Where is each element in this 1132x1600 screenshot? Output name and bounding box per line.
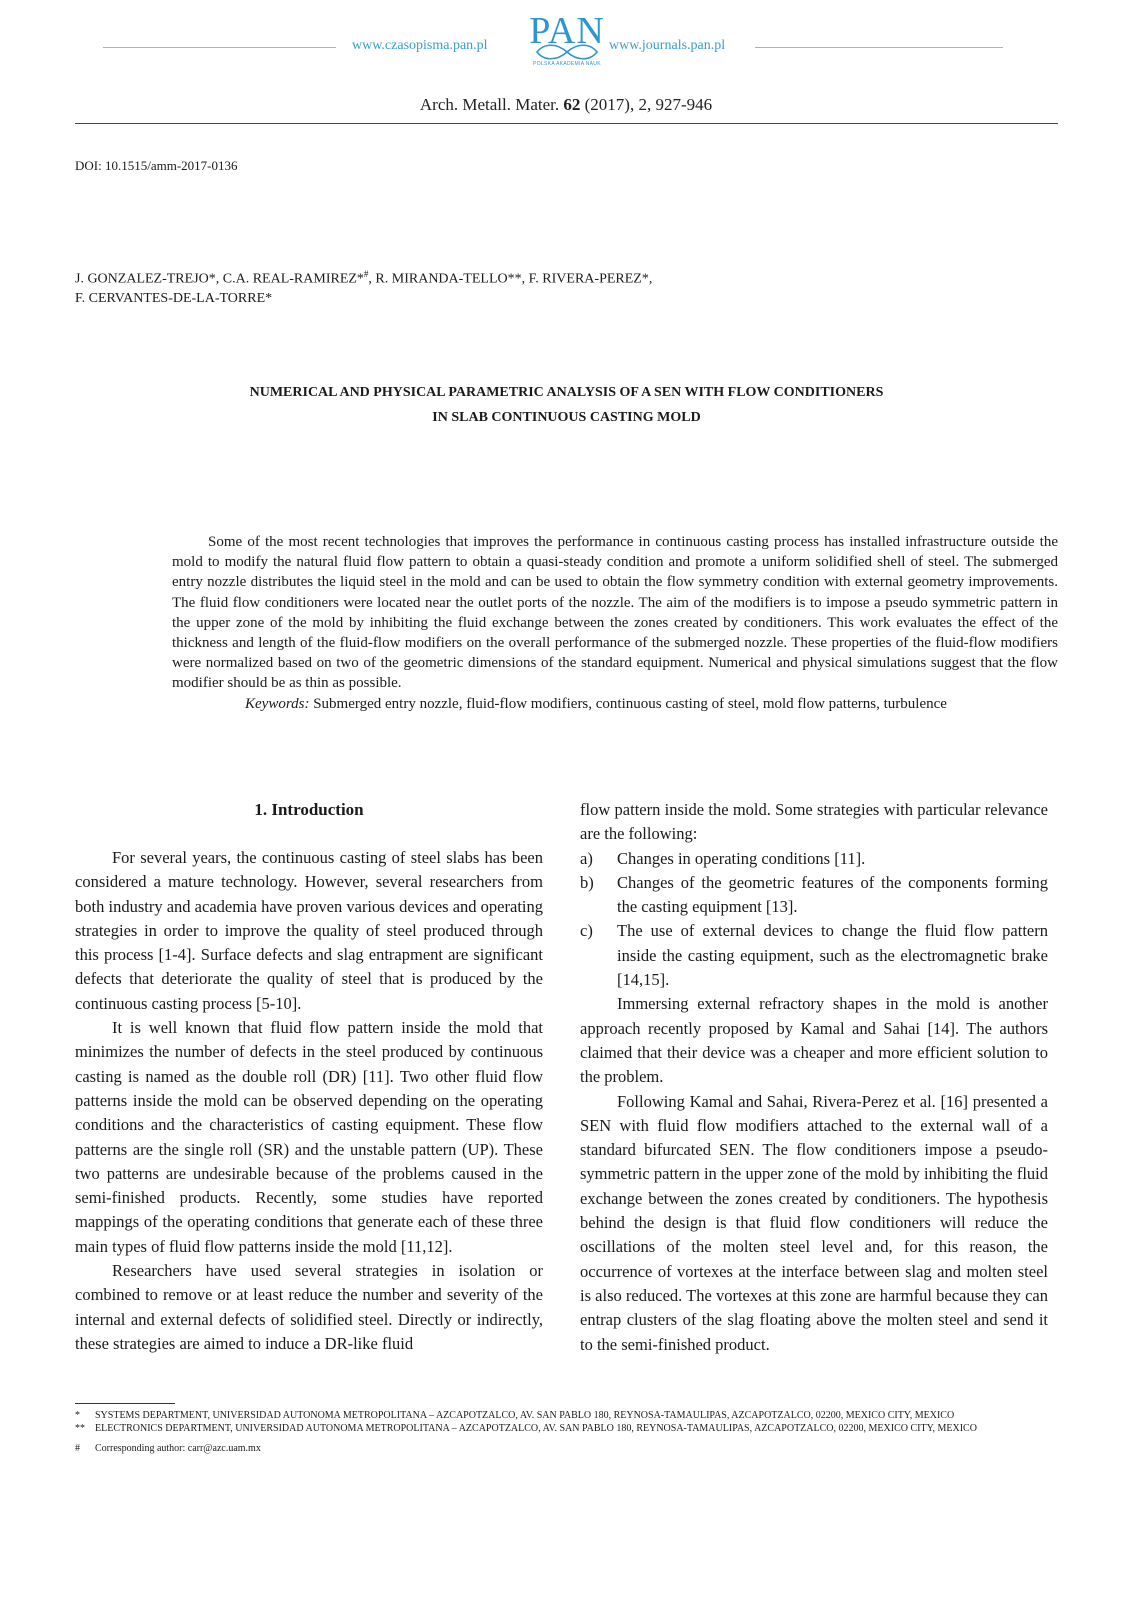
pan-logo	[517, 12, 617, 82]
footnotes	[75, 1410, 1058, 1456]
journal-citation	[0, 95, 1132, 115]
footnote-mark: **	[75, 1422, 85, 1434]
list-item	[580, 919, 1048, 992]
intro-paragraph-2: It is well known that fluid flow pattern inside the mold that minimizes the number of defects in the steel produced by continuous casting is named as the double roll (DR) [11]. Two other fluid flow patterns inside the mold can be observed depending on the operating conditions and the characteristics of casting equipment. These flow patterns are the single roll (SR) and the unstable pattern (UP). These two patterns are undesirable because of the problems caused in the semi-finished products. Recently, some studies have reported mappings of the operating conditions that generate each of these three main types of fluid flow patterns inside the mold [11,12].	[75, 1018, 543, 1256]
list-item-label: c)	[580, 921, 593, 941]
citation-journal: Arch. Metall. Mater.	[419, 95, 564, 114]
list-item-text: The use of external devices to change the fluid flow pattern inside the casting equipment, such as the electromagnetic brake [14,15].	[617, 921, 1048, 990]
intro-paragraph-4: Immersing external refractory shapes in the mold is another approach recently proposed by Kamal and Sahai [14]. The authors claimed that their device was a cheaper and more efficient solution to the problem.	[580, 994, 1048, 1087]
header-line-right	[755, 47, 1003, 48]
list-item-label: b)	[580, 872, 594, 892]
header-url-left[interactable]: www.czasopisma.pan.pl	[352, 38, 488, 53]
list-item-text: Changes in operating conditions [11].	[617, 848, 866, 868]
left-column	[75, 798, 543, 1356]
list-item-label: a)	[580, 848, 593, 868]
header-url-right[interactable]: www.journals.pan.pl	[609, 38, 726, 53]
abstract-text: Some of the most recent technologies that improves the performance in continuous casting process has installed infrastructure outside the mold to modify the natural fluid flow pattern to obtain a quasi-steady condition and promote a uniform solidified shell of steel. The submerged entry nozzle distributes the liquid steel in the mold and can be used to obtain the flow symmetry condition with external geometry improvements. The fluid flow conditioners were located near the outlet ports of the nozzle. The aim of the modifiers is to impose a pseudo symmetric pattern in the upper zone of the mold by inhibiting the fluid exchange between the zones created by conditioners. This work evaluates the effect of the thickness and length of the fluid-flow modifiers on the overall performance of the submerged nozzle. These properties of the fluid-flow modifiers were normalized based on two of the geometric dimensions of the standard equipment. Numerical and physical simulations suggest that the flow modifier should be as thin as possible.	[172, 534, 1058, 692]
keywords	[172, 694, 1058, 714]
paper-title	[75, 380, 1058, 430]
intro-paragraph-1: For several years, the continuous casting of steel slabs has been considered a mature technology. However, several researchers from both industry and academia have proven various devices and operating strategies in order to improve the quality of steel produced through this process [1-4]. Surface defects and slag entrapment are significant defects that deteriorate the quality of steel that is produced by the continuous casting process [5-10].	[75, 848, 543, 1013]
abstract	[172, 532, 1058, 714]
footnote	[75, 1443, 1058, 1456]
footnote-rule	[75, 1403, 175, 1404]
keywords-label: Keywords:	[245, 695, 310, 712]
citation-volume: 62	[563, 95, 581, 114]
title-line-2: IN SLAB CONTINUOUS CASTING MOLD	[432, 410, 701, 425]
pan-logo-text: PAN	[529, 10, 605, 52]
author-line-1: J. GONZALEZ-TREJO*, C.A. REAL-RAMIREZ*#, R. MIRANDA-TELLO**, F. RIVERA-PEREZ*,	[75, 269, 653, 287]
footnote-text: SYSTEMS DEPARTMENT, UNIVERSIDAD AUTONOMA METROPOLITANA – AZCAPOTZALCO, AV. SAN PABLO 180, REYNOSA-TAMAULIPAS, AZCAPOTZALCO, 02200, MEXICO CITY, MEXICO	[95, 1410, 955, 1421]
intro-paragraph-5: Following Kamal and Sahai, Rivera-Perez et al. [16] presented a SEN with fluid flow modifiers attached to the external wall of a standard bifurcated SEN. The flow conditioners impose a pseudo-symmetric pattern in the upper zone of the mold by inhibiting the fluid exchange between the zones created by conditioners. The hypothesis behind the design is that fluid flow conditioners will reduce the oscillations of the molten steel level and, for this reason, the occurrence of vortexes at the interface between slag and molten steel is also reduced. The vortexes at this zone are harmful because they can entrap clusters of the slag floating above the molten steel and send it to the semi-finished product.	[580, 1091, 1048, 1354]
footnote	[75, 1423, 1058, 1436]
section-title-introduction: 1. Introduction	[254, 800, 364, 819]
header-rule	[75, 123, 1058, 124]
doi[interactable]: DOI: 10.1515/amm-2017-0136	[75, 158, 238, 173]
pan-logo-subtitle: POLSKA AKADEMIA NAUK	[533, 61, 601, 67]
footnote-text: Corresponding author: carr@azc.uam.mx	[95, 1443, 261, 1454]
right-column	[580, 798, 1048, 1357]
list-item	[580, 847, 1048, 871]
footnote-mark: #	[75, 1443, 80, 1454]
intro-paragraph-3: Researchers have used several strategies in isolation or combined to remove or at least reduce the number and severity of the internal and external defects of solidified steel. Directly or indirectly, these strategies are aimed to induce a DR-like fluid	[75, 1261, 543, 1353]
footnote-mark: *	[75, 1410, 80, 1421]
footnote	[75, 1410, 1058, 1423]
intro-paragraph-3-continued: flow pattern inside the mold. Some strategies with particular relevance are the following:	[580, 800, 1048, 844]
footnote-text: ELECTRONICS DEPARTMENT, UNIVERSIDAD AUTONOMA METROPOLITANA – AZCAPOTZALCO, AV. SAN PABLO 180, REYNOSA-TAMAULIPAS, AZCAPOTZALCO, 02200, MEXICO CITY, MEXICO	[95, 1422, 977, 1434]
corresponding-mark: #	[363, 269, 369, 279]
citation-year-pages: (2017), 2, 927-946	[580, 95, 713, 114]
title-line-1: NUMERICAL AND PHYSICAL PARAMETRIC ANALYSIS OF A SEN WITH FLOW CONDITIONERS	[249, 385, 884, 400]
author-line-2: F. CERVANTES-DE-LA-TORRE*	[75, 290, 273, 306]
author-list	[75, 265, 975, 308]
list-item	[580, 871, 1048, 920]
header-line-left	[103, 47, 336, 48]
list-item-text: Changes of the geometric features of the components forming the casting equipment [13].	[617, 872, 1048, 917]
keywords-list: Submerged entry nozzle, fluid-flow modifiers, continuous casting of steel, mold flow patterns, turbulence	[309, 695, 947, 712]
